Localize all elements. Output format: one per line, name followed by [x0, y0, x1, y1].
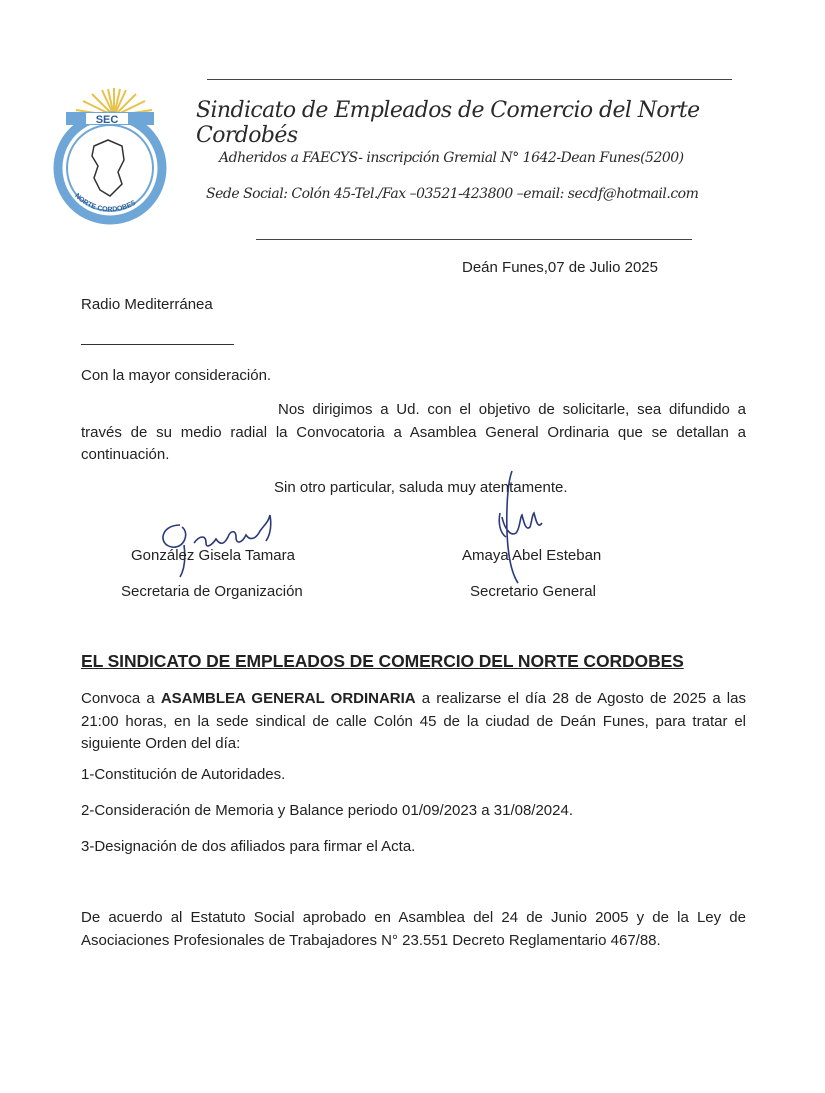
- letter-date: Deán Funes,07 de Julio 2025: [462, 259, 658, 276]
- logo-ring-text: NORTE CORDOBES: [73, 192, 137, 214]
- letter-closing: Sin otro particular, saluda muy atentamente.: [274, 479, 568, 496]
- letter-salutation: Con la mayor consideración.: [81, 367, 272, 384]
- recipient-underline: [81, 344, 234, 345]
- signatory-1-role: Secretaria de Organización: [121, 583, 303, 600]
- sec-union-logo-icon: [52, 86, 168, 234]
- notice-intro-suffix: a realizarse el día 28 de Agosto de 2025 a las 21:00 horas, en la sede sindical de calle Colón 45 de la ciudad de Deán Funes, para tratar el siguiente Orden del día:: [81, 690, 746, 752]
- agenda-item: 1-Constitución de Autoridades.: [81, 766, 286, 783]
- notice-heading: EL SINDICATO DE EMPLEADOS DE COMERCIO DEL NORTE CORDOBES: [81, 651, 684, 671]
- signatory-2-role: Secretario General: [470, 583, 596, 600]
- signatory-2-name: Amaya Abel Esteban: [462, 547, 602, 564]
- letter-recipient: Radio Mediterránea: [81, 296, 213, 313]
- union-name: Sindicato de Empleados de Comercio del Norte Cordobés: [196, 98, 700, 148]
- notice-intro-prefix: Convoca a: [81, 690, 161, 707]
- letterhead-top-rule: [207, 79, 732, 80]
- union-contact: Sede Social: Colón 45-Tel./Fax –03521-423800 –email: secdf@hotmail.com: [206, 186, 699, 202]
- notice-intro: [81, 688, 746, 756]
- union-affiliation: Adheridos a FAECYS- inscripción Gremial N° 1642-Dean Funes(5200): [219, 150, 684, 166]
- notice-legal-basis: De acuerdo al Estatuto Social aprobado en Asamblea del 24 de Junio 2005 y de la Ley de Asociaciones Profesionales de Trabajadores N° 23.551 Decreto Reglamentario 467/88.: [81, 909, 746, 949]
- agenda-item: 2-Consideración de Memoria y Balance periodo 01/09/2023 a 31/08/2024.: [81, 802, 573, 819]
- agenda-item: 3-Designación de dos afiliados para firmar el Acta.: [81, 838, 416, 855]
- signature-gonzalez-icon: [150, 505, 300, 580]
- signature-amaya-icon: [492, 467, 552, 585]
- signatory-1-name: González Gisela Tamara: [131, 547, 295, 564]
- letterhead-bottom-rule: [256, 239, 692, 240]
- letter-body: Nos dirigimos a Ud. con el objetivo de solicitarle, sea difundido a través de su medio radial la Convocatoria a Asamblea General Ordinaria que se detallan a continuación.: [81, 401, 746, 463]
- logo-badge-text: SEC: [95, 114, 119, 126]
- notice-assembly-type: ASAMBLEA GENERAL ORDINARIA: [160, 690, 416, 707]
